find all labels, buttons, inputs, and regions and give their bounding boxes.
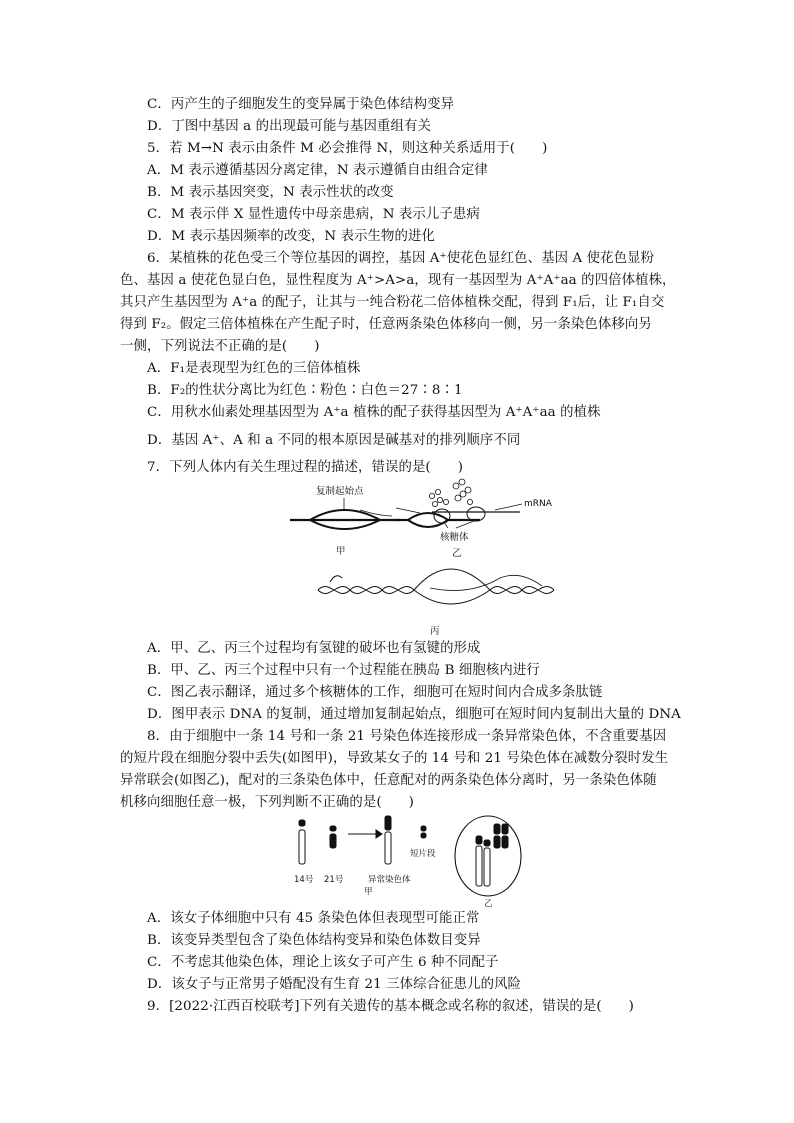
q6-stem-line4: 得到 F₂。假定三倍体植株在产生配子时，任意两条染色体移向一侧，另一条染色体移向另	[120, 317, 652, 332]
q6-option-b: B．F₂的性状分离比为红色∶粉色∶白色＝27∶8∶1	[147, 383, 463, 398]
q9-stem: 9．[2022·江西百校联考]下列有关遗传的基本概念或名称的叙述，错误的是( )	[147, 999, 634, 1014]
label-jia: 甲	[336, 546, 346, 557]
label-short-fragment: 短片段	[410, 849, 436, 859]
q8-figure	[290, 812, 530, 908]
q8-stem-line3: 异常联会(如图乙)，配对的三条染色体中，任意配对的两条染色体分离时，另一条染色体随	[120, 773, 657, 788]
q7-figure	[280, 478, 580, 648]
q8-option-a: A．该女子体细胞中只有 45 条染色体但表现型可能正常	[147, 911, 480, 926]
q6-stem-line2: 色、基因 a 使花色显白色，显性程度为 A⁺>A>a，现有一基因型为 A⁺A⁺aa 的四倍体植株，	[120, 273, 676, 288]
ribosome-label: 核糖体	[440, 532, 469, 543]
label-jia: 甲	[364, 887, 373, 897]
label-yi: 乙	[452, 548, 462, 559]
q7-stem: 7．下列人体内有关生理过程的描述，错误的是( )	[147, 460, 464, 475]
replication-diagram	[290, 485, 480, 557]
q6-stem-line5: 一侧，下列说法不正确的是( )	[120, 339, 320, 354]
q7-option-d: D．图甲表示 DNA 的复制，通过增加复制起始点，细胞可在短时间内复制出大量的 DNA	[147, 707, 681, 722]
q8-stem-line1: 8．由于细胞中一条 14 号和一条 21 号染色体连接形成一条异常染色体，不含重要基因	[147, 729, 667, 744]
q7-option-c: C．图乙表示翻译，通过多个核糖体的工作，细胞可在短时间内合成多条肽链	[147, 685, 603, 700]
q8-stem-line2: 的短片段在细胞分裂中丢失(如图甲)，导致某女子的 14 号和 21 号染色体在减数分裂时发生	[120, 751, 669, 766]
q6-option-d: D．基因 A⁺、A 和 a 不同的根本原因是碱基对的排列顺序不同	[147, 433, 521, 448]
origin-label: 复制起始点	[316, 486, 364, 497]
q7-option-b: B．甲、乙、丙三个过程中只有一个过程能在胰岛 B 细胞核内进行	[147, 663, 540, 678]
label-yi: 乙	[484, 899, 493, 908]
q8-stem-line4: 机移向细胞任意一极，下列判断不正确的是( )	[120, 795, 414, 810]
label-14: 14号	[294, 875, 314, 885]
q5-option-a: A．M 表示遵循基因分离定律，N 表示遵循自由组合定律	[147, 163, 488, 178]
transcription-diagram	[318, 569, 554, 637]
q8-option-c: C．不考虑其他染色体，理论上该女子可产生 6 种不同配子	[147, 955, 499, 970]
q4-option-d: D．丁图中基因 a 的出现最可能与基因重组有关	[147, 119, 431, 134]
label-abnormal: 异常染色体	[368, 875, 411, 885]
q5-stem: 5．若 M→N 表示由条件 M 必会推得 N，则这种关系适用于( )	[147, 141, 548, 156]
label-bing: 丙	[430, 626, 440, 637]
q6-option-a: A．F₁是表现型为红色的三倍体植株	[147, 361, 361, 376]
q4-option-c: C．丙产生的子细胞发生的变异属于染色体结构变异	[147, 97, 455, 112]
chromosome-translocation-diagram	[294, 816, 521, 908]
mrna-label: mRNA	[524, 499, 552, 509]
q6-stem-line1: 6．某植株的花色受三个等位基因的调控，基因 A⁺使花色显红色、基因 A 使花色显粉	[147, 251, 655, 266]
q8-option-b: B．该变异类型包含了染色体结构变异和染色体数目变异	[147, 933, 481, 948]
q6-stem-line3: 其只产生基因型为 A⁺a 的配子，让其与一纯合粉花二倍体植株交配，得到 F₁后，让 F₁自交	[120, 295, 665, 310]
q6-option-c: C．用秋水仙素处理基因型为 A⁺a 植株的配子获得基因型为 A⁺A⁺aa 的植株	[147, 405, 601, 420]
q8-option-d: D．该女子与正常男子婚配没有生育 21 三体综合征患儿的风险	[147, 977, 522, 992]
q7-option-a: A．甲、乙、丙三个过程均有氢键的破坏也有氢键的形成	[147, 641, 481, 656]
q5-option-d: D．M 表示基因频率的改变，N 表示生物的进化	[147, 229, 436, 244]
q5-option-c: C．M 表示伴 X 显性遗传中母亲患病，N 表示儿子患病	[147, 207, 480, 222]
q5-option-b: B．M 表示基因突变，N 表示性状的改变	[147, 185, 394, 200]
label-21: 21号	[324, 875, 344, 885]
